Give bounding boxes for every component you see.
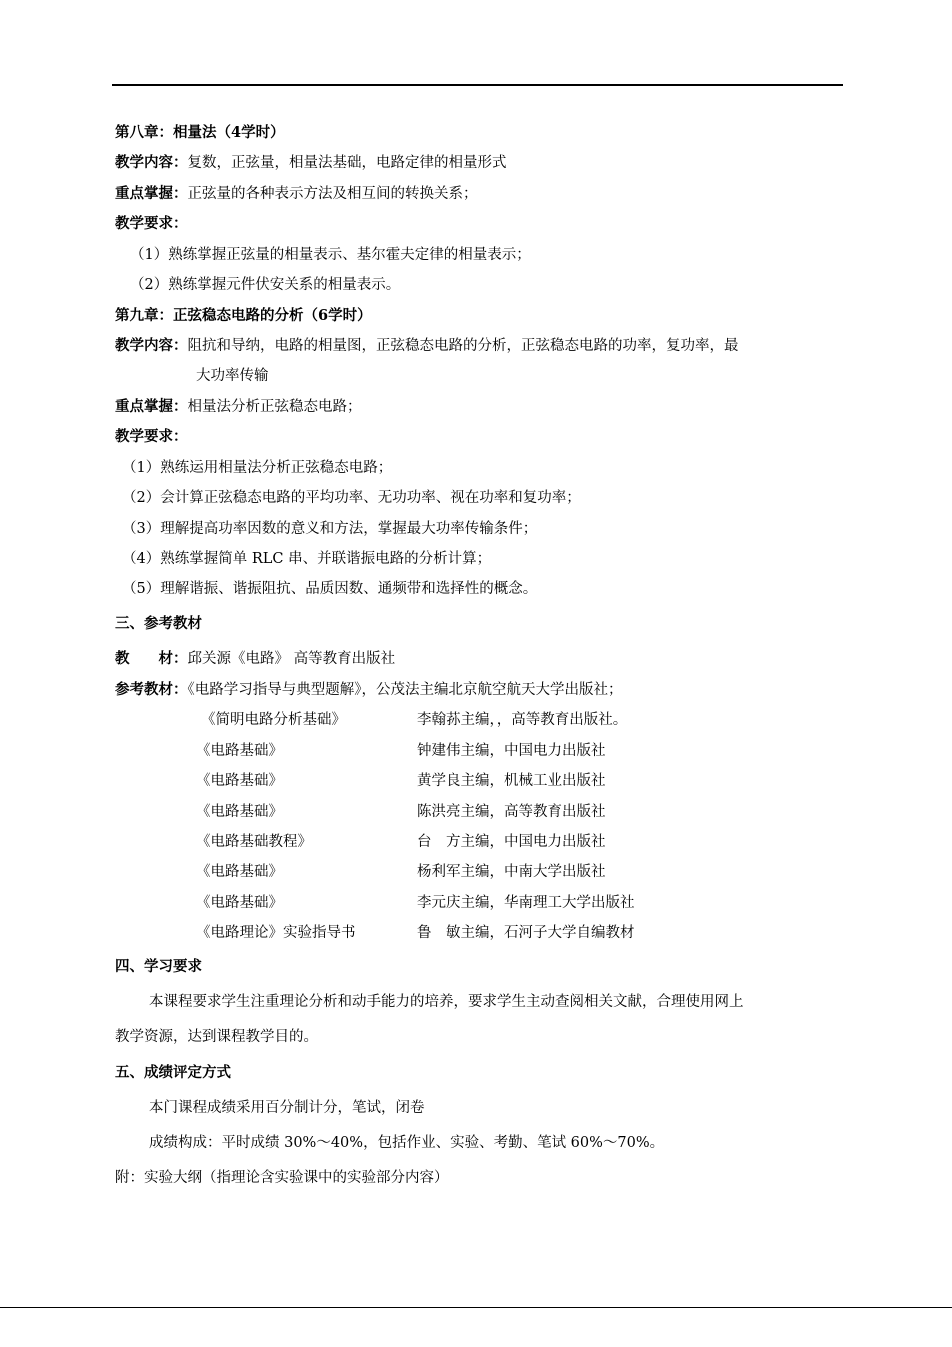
reference-publisher: 陈洪亮主编，高等教育出版社 xyxy=(417,804,606,820)
chapter-8-req-1: （1）熟练掌握正弦量的相量表示、基尔霍夫定律的相量表示； xyxy=(130,247,531,263)
reference-title: 《电路基础》 xyxy=(196,743,283,759)
chapter-9-content-cont: 大功率传输 xyxy=(196,368,269,384)
chapter-9-req-label: 教学要求： xyxy=(115,428,188,445)
reference-first-text: 《电路学习指导与典型题解》，公茂法主编北京航空航天大学出版社； xyxy=(187,682,623,698)
content-label: 教学内容： xyxy=(115,154,188,171)
focus-text: 正弦量的各种表示方法及相互间的转换关系； xyxy=(187,186,478,202)
chapter-8-req-2: （2）熟练掌握元件伏安关系的相量表示。 xyxy=(130,277,401,293)
reference-title: 《电路基础教程》 xyxy=(196,834,312,850)
header-rule xyxy=(112,84,843,86)
reference-title: 《电路基础》 xyxy=(196,804,283,820)
reference-publisher: 台 方主编，中国电力出版社 xyxy=(417,834,606,850)
chapter-9-title: 第九章：正弦稳态电路的分析（6学时） xyxy=(115,307,372,324)
focus-label: 重点掌握： xyxy=(115,185,188,202)
section-3-title: 三、参考教材 xyxy=(115,615,202,632)
reference-publisher: 李元庆主编，华南理工大学出版社 xyxy=(417,895,635,911)
chapter-9-req-5: （5）理解谐振、谐振阻抗、品质因数、通频带和选择性的概念。 xyxy=(122,581,538,597)
chapter-9-focus xyxy=(115,397,362,417)
section-5-line-2: 成绩构成：平时成绩 30%～40%，包括作业、实验、考勤、笔试 60%～70%。 xyxy=(149,1135,665,1151)
footer-rule xyxy=(0,1307,952,1308)
section-5-title: 五、成绩评定方式 xyxy=(115,1064,231,1081)
reference-title: 《电路基础》 xyxy=(196,895,283,911)
chapter-9-req-1: （1）熟练运用相量法分析正弦稳态电路； xyxy=(122,460,393,476)
focus-label: 重点掌握： xyxy=(115,398,188,415)
reference-publisher: 黄学良主编，机械工业出版社 xyxy=(417,773,606,789)
reference-label: 参考教材： xyxy=(115,681,188,698)
chapter-9-req-4: （4）熟练掌握简单 RLC 串、并联谐振电路的分析计算； xyxy=(122,551,492,567)
reference-title: 《电路基础》 xyxy=(196,773,283,789)
textbook-text: 邱关源《电路》 高等教育出版社 xyxy=(187,651,396,667)
chapter-9-content xyxy=(115,336,739,356)
chapter-8-content xyxy=(115,153,507,173)
section-4-paragraph-line-1: 本课程要求学生注重理论分析和动手能力的培养，要求学生主动查阅相关文献，合理使用网上 xyxy=(149,994,744,1010)
focus-text: 相量法分析正弦稳态电路； xyxy=(187,399,362,415)
content-text: 复数，正弦量，相量法基础，电路定律的相量形式 xyxy=(187,155,507,171)
reference-first-line xyxy=(115,680,623,700)
content-text: 阻抗和导纳，电路的相量图，正弦稳态电路的分析，正弦稳态电路的功率，复功率，最 xyxy=(187,338,739,354)
appendix-note: 附：实验大纲（指理论含实验课中的实验部分内容） xyxy=(115,1170,449,1186)
reference-title: 《电路基础》 xyxy=(196,864,283,880)
textbook-label: 教 材： xyxy=(115,650,188,667)
reference-publisher: 李翰荪主编，，高等教育出版社。 xyxy=(417,712,628,728)
chapter-8-focus xyxy=(115,184,478,204)
section-5-line-1: 本门课程成绩采用百分制计分，笔试，闭卷 xyxy=(149,1100,425,1116)
reference-publisher: 鲁 敏主编，石河子大学自编教材 xyxy=(417,925,635,941)
textbook-line xyxy=(115,649,395,669)
reference-title: 《简明电路分析基础》 xyxy=(201,712,346,728)
reference-publisher: 钟建伟主编，中国电力出版社 xyxy=(417,743,606,759)
reference-publisher: 杨利军主编，中南大学出版社 xyxy=(417,864,606,880)
chapter-8-title: 第八章：相量法（4学时） xyxy=(115,124,285,141)
content-label: 教学内容： xyxy=(115,337,188,354)
chapter-9-req-2: （2）会计算正弦稳态电路的平均功率、无功功率、视在功率和复功率； xyxy=(122,490,581,506)
chapter-8-req-label: 教学要求： xyxy=(115,215,188,232)
section-4-paragraph-line-2: 教学资源，达到课程教学目的。 xyxy=(115,1029,318,1045)
section-4-title: 四、学习要求 xyxy=(115,958,202,975)
chapter-9-req-3: （3）理解提高功率因数的意义和方法，掌握最大功率传输条件； xyxy=(122,521,538,537)
reference-title: 《电路理论》实验指导书 xyxy=(196,925,356,941)
